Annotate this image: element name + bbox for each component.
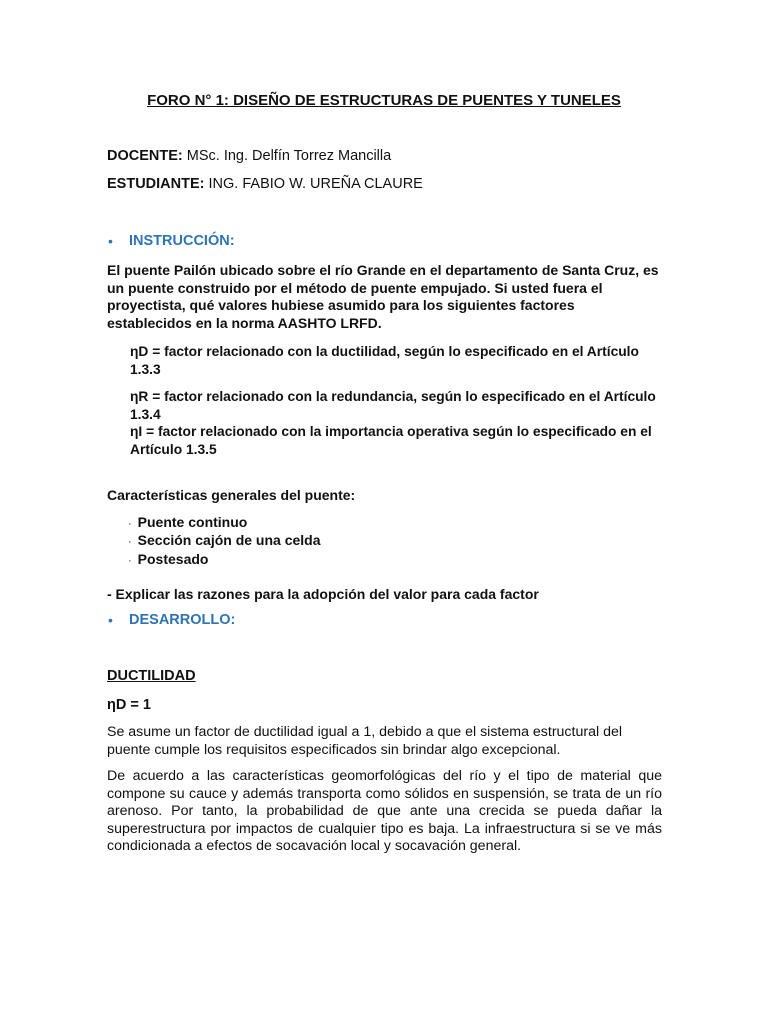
estudiante-value: ING. FABIO W. UREÑA CLAURE	[204, 176, 423, 192]
list-item: · Puente continuo	[128, 514, 248, 530]
docente-label: DOCENTE:	[107, 148, 183, 164]
list-item-label: Postesado	[137, 551, 209, 567]
list-item: · Postesado	[128, 551, 209, 567]
explicar-line: - Explicar las razones para la adopción del valor para cada factor	[107, 586, 539, 602]
caracteristicas-heading: Características generales del puente:	[107, 487, 356, 503]
instruccion-paragraph: El puente Pailón ubicado sobre el río Grande en el departamento de Santa Cruz, es un puente construido por el método de puente empujado. Si usted fuera el proyectista, qué valores hubiese asumido para los siguientes factores establecidos en la norma AASHTO LRFD.	[107, 262, 659, 331]
factor-ductilidad: ηD = factor relacionado con la ductilidad, según lo especificado en el Artículo 1.3.3	[130, 344, 639, 377]
ductilidad-value: ηD = 1	[107, 697, 151, 713]
paragraph-1: Se asume un factor de ductilidad igual a 1, debido a que el sistema estructural del puente cumple los requisitos especificados sin brindar algo excepcional.	[107, 724, 623, 758]
docente-value: MSc. Ing. Delfín Torrez Mancilla	[182, 148, 392, 164]
estudiante-label: ESTUDIANTE:	[107, 176, 205, 192]
bullet-dot-icon: •	[108, 612, 113, 628]
factor-importancia: ηI = factor relacionado con la importancia operativa según lo especificado en el Artículo 1.3.5	[130, 424, 652, 457]
paragraph-2: De acuerdo a las características geomorfológicas del río y el tipo de material que compone su cauce y además transporta como sólidos en suspensión, se trata de un río arenoso. Por tanto, la probabilidad de que ante una crecida se pueda dañar la superestructura por impactos de cualquier tipo es baja. La infraestructura si se ve más condicionada a efectos de socavación local y socavación general.	[107, 768, 662, 854]
instruccion-heading: INSTRUCCIÓN:	[129, 233, 235, 249]
ductilidad-heading: DUCTILIDAD	[107, 668, 196, 684]
bullet-dot-icon: •	[108, 233, 113, 249]
list-item-label: Sección cajón de una celda	[137, 532, 321, 548]
docente-line	[107, 148, 391, 164]
document-title: FORO N° 1: DISEÑO DE ESTRUCTURAS DE PUENTES Y TUNELES	[147, 92, 621, 109]
list-item: · Sección cajón de una celda	[128, 532, 321, 548]
factor-redundancia: ηR = factor relacionado con la redundancia, según lo especificado en el Artículo 1.3.4	[130, 389, 656, 422]
list-item-label: Puente continuo	[137, 514, 248, 530]
desarrollo-heading: DESARROLLO:	[129, 612, 236, 628]
estudiante-line	[107, 176, 423, 192]
